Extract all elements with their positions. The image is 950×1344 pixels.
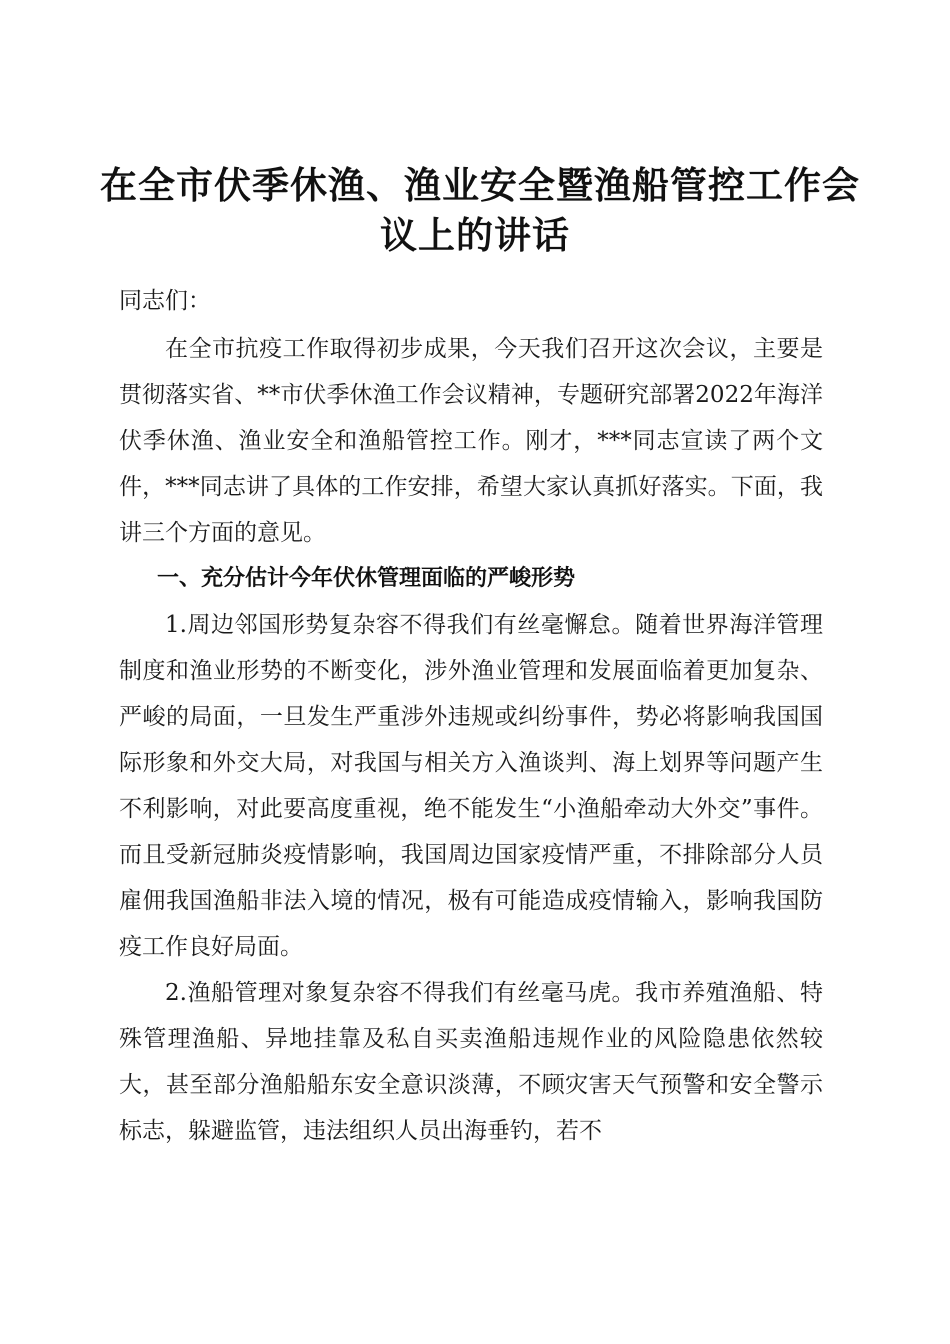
title-line-2: 议上的讲话 xyxy=(380,212,570,257)
salutation: 同志们： xyxy=(119,288,211,314)
point-1-paragraph: 1.周边邻国形势复杂容不得我们有丝毫懈怠。随着世界海洋管理制度和渔业形势的不断变化，涉外渔业管理和发展面临着更加复杂、严峻的局面，一旦发生严重涉外违规或纠纷事件，势必将影响我国国际形象和外交大局，对我国与相关方入渔谈判、海上划界等问题产生不利影响，对此要高度重视，绝不能发生“小渔船牵动大外交”事件。而且受新冠肺炎疫情影响，我国周边国家疫情严重，不排除部分人员雇佣我国渔船非法入境的情况，极有可能造成疫情输入，影响我国防疫工作良好局面。 xyxy=(119,612,823,960)
intro-paragraph: 在全市抗疫工作取得初步成果，今天我们召开这次会议，主要是贯彻落实省、**市伏季休渔工作会议精神，专题研究部署2022年海洋伏季休渔、渔业安全和渔船管控工作。刚才，***同志宣读了两个文件，***同志讲了具体的工作安排，希望大家认真抓好落实。下面，我讲三个方面的意见。 xyxy=(119,336,823,546)
document-title xyxy=(100,160,860,260)
section-heading-1: 一、充分估计今年伏休管理面临的严峻形势 xyxy=(157,566,576,591)
document-body xyxy=(119,278,823,1154)
point-2-paragraph: 2.渔船管理对象复杂容不得我们有丝毫马虎。我市养殖渔船、特殊管理渔船、异地挂靠及私自买卖渔船违规作业的风险隐患依然较大，甚至部分渔船船东安全意识淡薄，不顾灾害天气预警和安全警示标志，躲避监管，违法组织人员出海垂钓，若不 xyxy=(119,980,823,1144)
title-line-1: 在全市伏季休渔、渔业安全暨渔船管控工作会 xyxy=(100,162,860,207)
